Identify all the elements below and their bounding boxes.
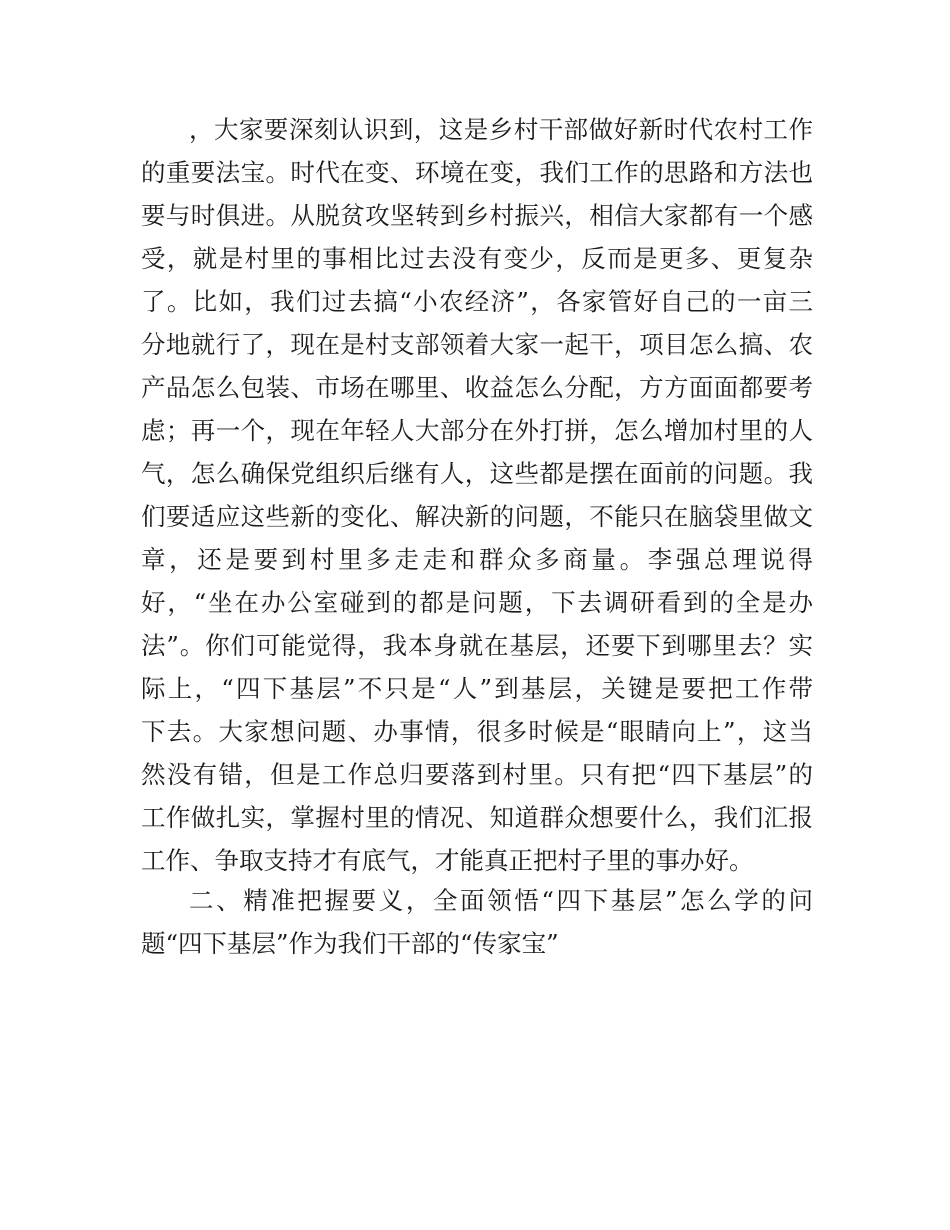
text-line: 工作、争取支持才有底气，才能真正把村子里的事办好。	[141, 846, 754, 875]
text-line: 的重要法宝。时代在变、环境在变，我们工作的思路和方法也	[141, 158, 813, 187]
text-line: ，大家要深刻认识到，这是乡村干部做好新时代农村工作	[189, 115, 813, 144]
text-line: 工作做扎实，掌握村里的情况、知道群众想要什么，我们汇报	[141, 803, 813, 832]
text-line: 际上，“四下基层”不只是“人”到基层，关键是要把工作带	[141, 674, 813, 703]
text-line: 们要适应这些新的变化、解决新的问题，不能只在脑袋里做文	[141, 502, 813, 531]
text-line: 要与时俱进。从脱贫攻坚转到乡村振兴，相信大家都有一个感	[141, 201, 813, 230]
text-line: 下去。大家想问题、办事情，很多时候是“眼睛向上”，这当	[141, 717, 813, 746]
body-paragraph	[141, 108, 813, 882]
text-line: 章，还是要到村里多走走和群众多商量。李强总理说得	[141, 545, 813, 574]
text-line: 气，怎么确保党组织后继有人，这些都是摆在面前的问题。我	[141, 459, 813, 488]
section-heading-paragraph	[141, 879, 813, 965]
text-line: 了。比如，我们过去搞“小农经济”，各家管好自己的一亩三	[141, 287, 813, 316]
text-line: 虑；再一个，现在年轻人大部分在外打拼，怎么增加村里的人	[141, 416, 813, 445]
text-line: 受，就是村里的事相比过去没有变少，反而是更多、更复杂	[141, 244, 813, 273]
text-line: 产品怎么包装、市场在哪里、收益怎么分配，方方面面都要考	[141, 373, 813, 402]
text-line: 好，“坐在办公室碰到的都是问题，下去调研看到的全是办	[141, 588, 813, 617]
text-line: 分地就行了，现在是村支部领着大家一起干，项目怎么搞、农	[141, 330, 813, 359]
text-line: 二、精准把握要义，全面领悟“四下基层”怎么学的问	[189, 886, 813, 915]
text-line: 法”。你们可能觉得，我本身就在基层，还要下到哪里去？实	[141, 631, 813, 660]
text-line: 然没有错，但是工作总归要落到村里。只有把“四下基层”的	[141, 760, 813, 789]
text-line: 题“四下基层”作为我们干部的“传家宝”	[141, 929, 559, 958]
